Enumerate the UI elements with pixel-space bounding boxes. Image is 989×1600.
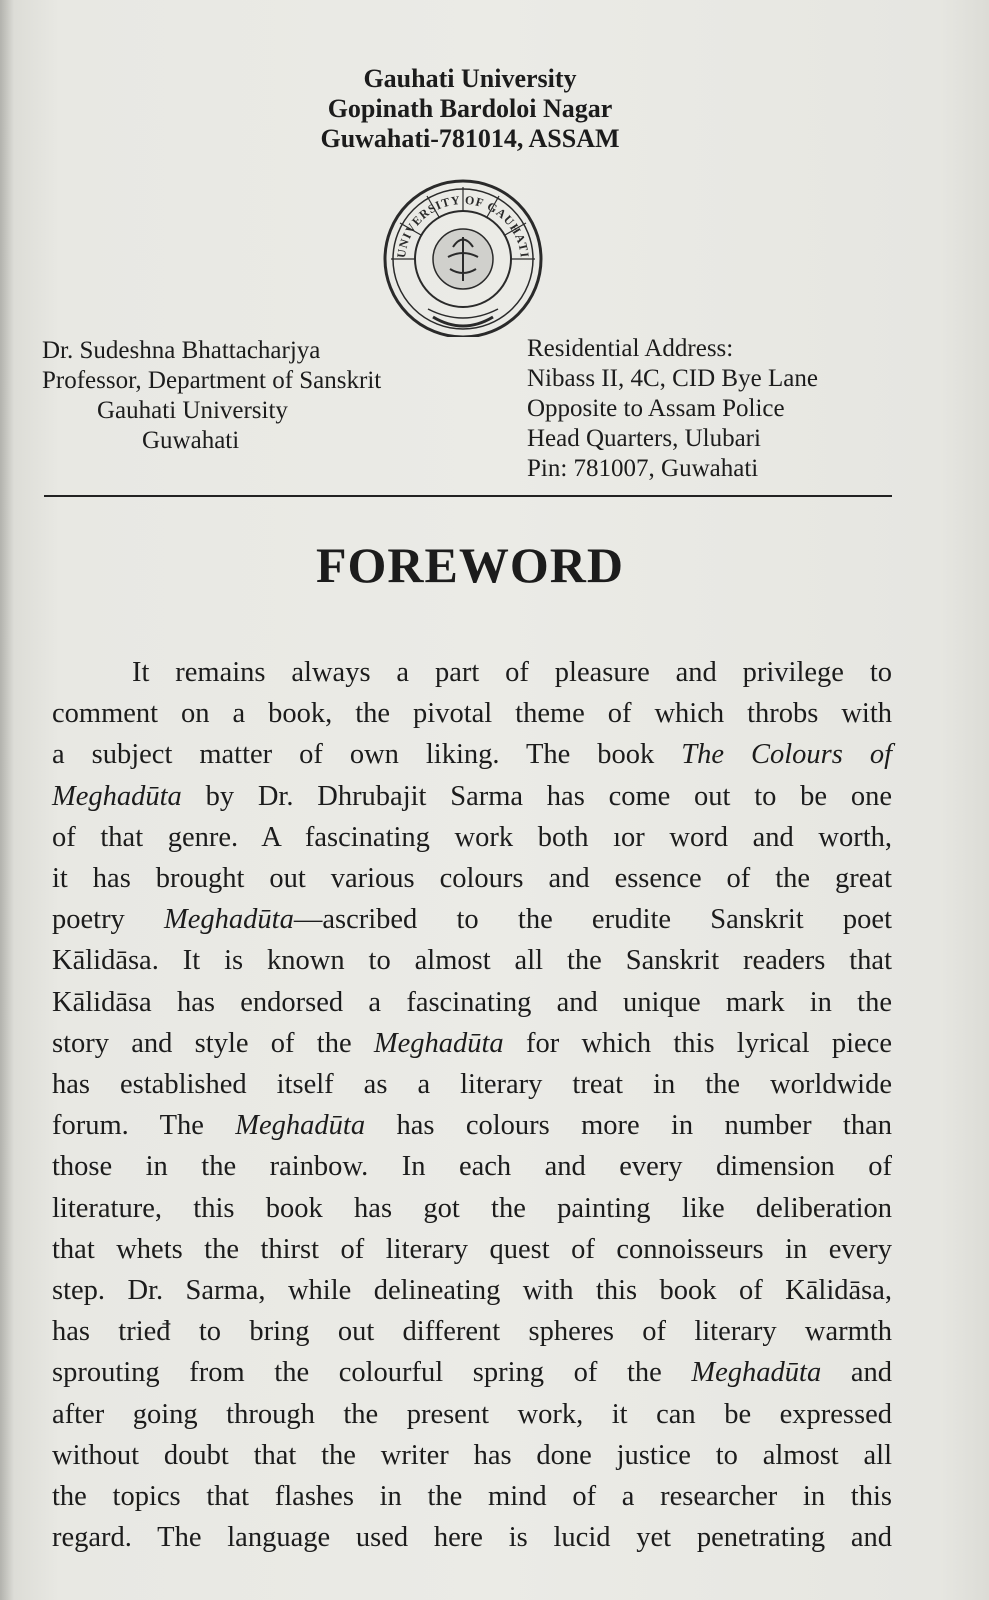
letterhead-university: Gauhati University	[363, 64, 577, 93]
text-line	[52, 1352, 892, 1393]
text-line: after going through the present work, it can be expressed	[52, 1398, 892, 1430]
book-title: Meghadūta	[164, 904, 294, 936]
text-run: sprouting from the colourful spring of the	[52, 1357, 692, 1389]
residence-label: Residential Address:	[527, 335, 734, 362]
text-run: poetry	[52, 904, 165, 936]
university-seal-icon	[378, 177, 548, 337]
page-title: FOREWORD	[316, 537, 624, 593]
text-line: has trieđ to bring out different spheres of literary warmth	[52, 1316, 892, 1348]
letterhead	[0, 64, 940, 154]
text-run: a subject matter of own liking. The book	[52, 739, 682, 771]
text-line: it has brought out various colours and essence of the great	[52, 863, 892, 895]
residential-address-block	[527, 334, 927, 484]
sender-institution: Gauhati University	[97, 397, 288, 424]
text-line: Kālidāsa. It is known to almost all the Sanskrit readers that	[52, 945, 892, 977]
sender-designation: Professor, Department of Sanskrit	[42, 367, 382, 394]
book-title: Meghadūta	[52, 780, 182, 812]
text-line: that whets the thirst of literary quest of connoisseurs in every	[52, 1233, 892, 1265]
book-title: Meghadūta	[373, 1027, 504, 1059]
text-line	[52, 776, 892, 817]
foreword-paragraph	[52, 652, 892, 1558]
page-gutter-shadow	[0, 0, 14, 1600]
book-title: Meghadūta	[235, 1110, 366, 1142]
text-run: for which this lyrical piece	[503, 1027, 892, 1059]
text-line: has established itself as a literary treat in the worldwide	[52, 1069, 892, 1101]
residence-line-3: Head Quarters, Ulubari	[527, 425, 761, 452]
text-line: those in the rainbow. In each and every dimension of	[52, 1151, 892, 1183]
text-line: the topics that flashes in the mind of a researcher in this	[52, 1481, 892, 1513]
text-line	[52, 899, 892, 940]
text-run: and	[821, 1357, 892, 1389]
text-line: regard. The language used here is lucid yet penetrating and	[52, 1522, 892, 1554]
text-run: —ascribed to the erudite Sanskrit poet	[293, 904, 892, 936]
text-line: of that genre. A fascinating work both ıor word and worth,	[52, 821, 892, 853]
text-line: comment on a book, the pivotal theme of which throbs with	[52, 698, 892, 730]
text-run: by Dr. Dhrubajit Sarma has come out to be one	[181, 780, 892, 812]
text-line: literature, this book has got the painting like deliberation	[52, 1192, 892, 1224]
residence-line-4: Pin: 781007, Guwahati	[527, 455, 759, 482]
horizontal-rule	[44, 495, 892, 497]
text-line	[52, 734, 892, 775]
residence-line-2: Opposite to Assam Police	[527, 395, 785, 422]
book-title: Meghadūta	[691, 1357, 822, 1389]
sender-block	[42, 336, 472, 456]
text-run: story and style of the	[52, 1027, 374, 1059]
text-run: has colours more in number than	[365, 1110, 892, 1142]
text-run: forum. The	[52, 1110, 236, 1142]
letterhead-campus: Gopinath Bardoloi Nagar	[327, 94, 613, 123]
text-line: Kālidāsa has endorsed a fascinating and unique mark in the	[52, 986, 892, 1018]
sender-city: Guwahati	[142, 427, 240, 454]
text-line	[52, 1023, 892, 1064]
text-line: It remains always a part of pleasure and privilege to	[132, 657, 892, 688]
residence-line-1: Nibass II, 4C, CID Bye Lane	[527, 365, 818, 392]
text-line: without doubt that the writer has done justice to almost all	[52, 1439, 892, 1471]
seal-ring-text: UNIVERSITY OF GAUHATI	[394, 192, 532, 259]
text-line: step. Dr. Sarma, while delineating with this book of Kālidāsa,	[52, 1275, 892, 1307]
letterhead-city: Guwahati-781014, ASSAM	[320, 124, 620, 153]
sender-name: Dr. Sudeshna Bhattacharjya	[42, 337, 321, 364]
text-line	[52, 1105, 892, 1146]
book-title: The Colours of	[681, 739, 893, 771]
